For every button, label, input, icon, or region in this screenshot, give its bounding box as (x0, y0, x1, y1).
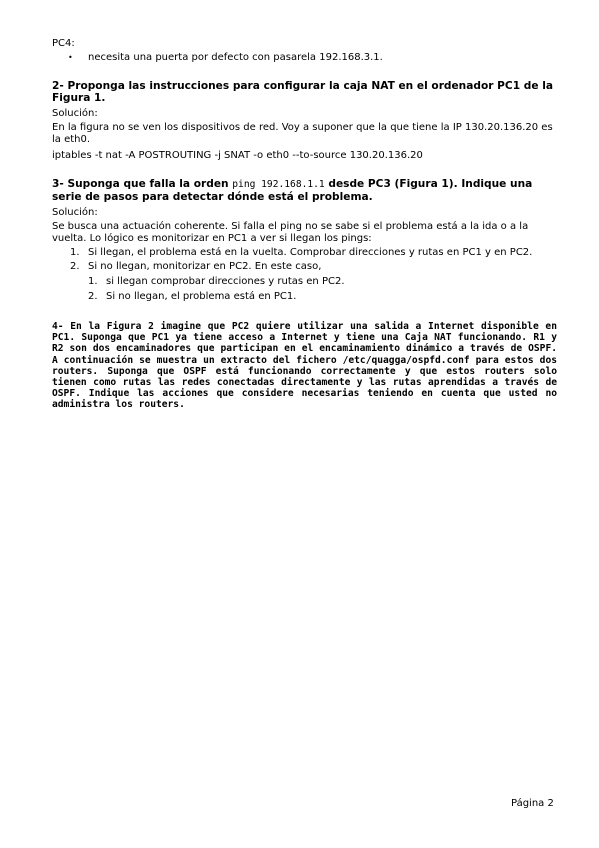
question-2-title: 2- Proponga las instrucciones para configurar la caja NAT en el ordenador PC1 de la Figura 1. (52, 80, 553, 104)
question-3-title-start: 3- Suponga que falla la orden (52, 178, 233, 190)
pc4-bullet-list (52, 52, 557, 64)
page-number: Página 2 (511, 798, 554, 809)
question-2-body: En la figura no se ven los dispositivos de red. Voy a suponer que la que tiene la IP 130.20.136.20 es la eth0. (52, 122, 553, 145)
list-item (52, 261, 557, 303)
question-4-text: 4- En la Figura 2 imagine que PC2 quiere utilizar una salida a Internet disponible en PC1. Suponga que PC1 ya tiene acceso a Internet y tiene una Caja NAT funcionando. R1 y R2 son dos encaminadores que participan en el encaminamiento dinámico a través de OSPF. A continuación se muestra un extracto del fichero /etc/quagga/ospfd.conf para estos dos routers. Suponga que OSPF está funcionando correctamente y que estos routers solo tienen como rutas las redes conectadas directamente y las rutas aprendidas a través de OSPF. Indique las acciones que considere necesarias teniendo en cuenta que usted no administra los routers. (52, 321, 557, 411)
question-2-command: iptables -t nat -A POSTROUTING -j SNAT -o eth0 --to-source 130.20.136.20 (52, 150, 423, 161)
question-3-solution-label: Solución: (52, 207, 98, 218)
step-text: Si llegan, el problema está en la vuelta. Comprobar direcciones y rutas en PC1 y en PC2. (88, 247, 533, 258)
list-item (52, 52, 557, 64)
question-3-title-end: desde PC3 (Figura 1). Indique una serie de pasos para detectar dónde está el problema. (52, 178, 533, 203)
pc4-label: PC4: (52, 38, 75, 49)
question-3-steps (52, 247, 557, 303)
question-3-title-code: ping 192.168.1.1 (232, 179, 325, 190)
list-item (88, 276, 557, 288)
question-3-title (52, 178, 557, 203)
substep-number: 2. (88, 291, 98, 302)
substep-number: 1. (88, 276, 98, 287)
substep-text: Si no llegan, el problema está en PC1. (106, 291, 297, 302)
step-number: 1. (70, 247, 80, 258)
bullet-icon: • (68, 53, 73, 62)
question-3-body: Se busca una actuación coherente. Si falla el ping no se sabe si el problema está a la ida o a la vuelta. Lo lógico es monitorizar en PC1 a ver si llegan los pings: (52, 221, 529, 244)
question-2-solution-label: Solución: (52, 108, 98, 119)
document-page (52, 38, 557, 411)
step-text: Si no llegan, monitorizar en PC2. En este caso, (88, 261, 322, 272)
bullet-text: necesita una puerta por defecto con pasarela 192.168.3.1. (88, 52, 383, 63)
list-item (52, 247, 557, 259)
question-3-substeps (88, 276, 557, 303)
substep-text: si llegan comprobar direcciones y rutas en PC2. (106, 276, 345, 287)
list-item (88, 291, 557, 303)
step-number: 2. (70, 261, 80, 272)
